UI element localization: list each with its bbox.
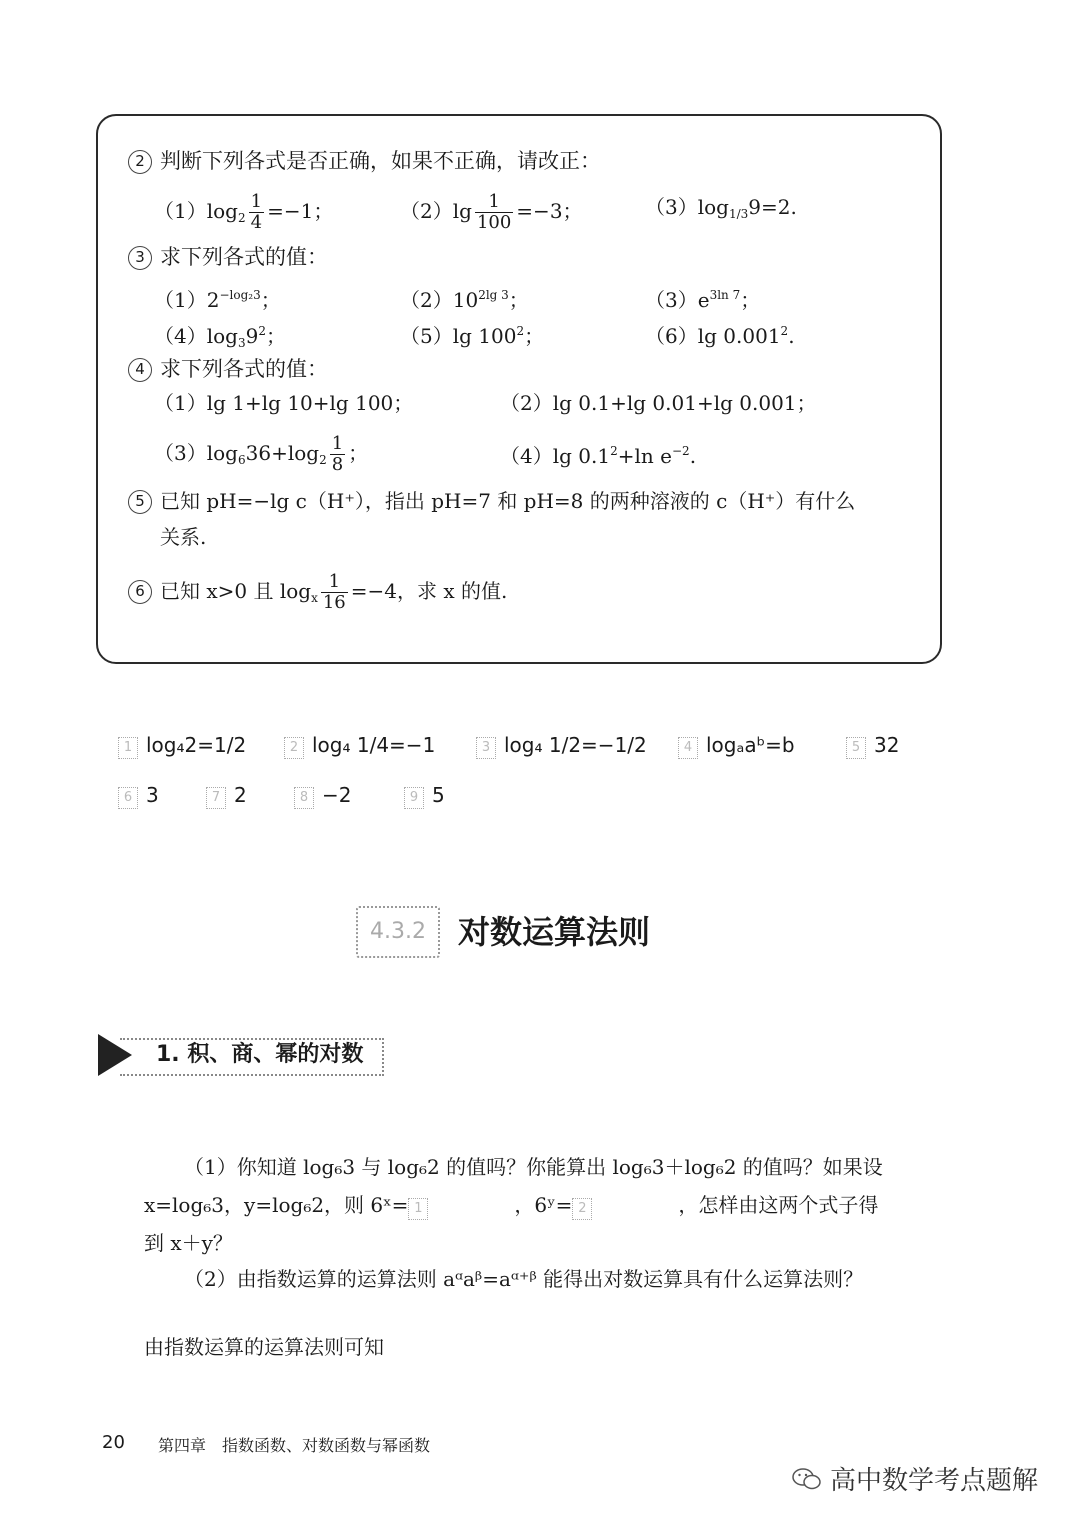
blank-1: 1 (408, 1198, 428, 1220)
q3-item-6: （6）lg 0.001$^2$. (645, 324, 795, 348)
answer-5: 5 32 (846, 730, 899, 760)
paragraph-1-line-2: x=log₆3，y=log₆2，则 6ˣ= 1 ，6ʸ= 2 ，怎样由这两个式子得 (144, 1190, 878, 1220)
question-prompt: 求下列各式的值： (160, 245, 328, 269)
answer-1: 1 log₄2=1/2 (118, 730, 246, 760)
paragraph-1-line-1: （1）你知道 log₆3 与 log₆2 的值吗？你能算出 log₆3＋log₆2 的值吗？如果设 (184, 1155, 883, 1179)
question-number: 5 (128, 490, 152, 514)
answer-7: 7 2 (206, 780, 247, 810)
page-number: 20 (102, 1432, 125, 1453)
question-number: 6 (128, 580, 152, 604)
q3-item-5: （5）lg $100^2$； (400, 324, 545, 348)
paragraph-3: 由指数运算的运算法则可知 (144, 1335, 384, 1359)
q3-item-2: $(2)10^{2lg 3}$； (400, 288, 529, 312)
answer-3: 3 log₄ 1/2=−1/2 (476, 730, 647, 760)
subsection-banner (98, 1034, 384, 1076)
question-text: 已知 pH=−lg c（H⁺），指出 pH=7 和 pH=8 的两种溶液的 c（H⁺）有什么 (160, 489, 856, 513)
q4-item-3: $(3)\log_636+\log_2$ $\frac{1}{8}$ ； (154, 433, 369, 475)
q4-item-1: （1）lg 1+lg 10+lg 100； (154, 391, 414, 415)
q2-item-1: $(1)\log_2$ $\frac{1}{4}$ =−1； (154, 191, 334, 233)
q4-item-4: （4）lg $0.1^2+\ln$ $e^{-2}$. (500, 444, 697, 468)
q2-item-3: $(3)\log_{1/3}9=2$. (645, 195, 797, 221)
q3-item-3: $(3)e^{3ln 7}$； (645, 288, 761, 312)
question-4 (128, 354, 328, 384)
watermark (792, 1460, 1038, 1497)
question-6: 6 已知 x>0 且 $\log_x$ $\frac{1}{16}$ =−4，求 x 的值. (128, 572, 507, 613)
paragraph-1-line-3: 到 x＋y？ (144, 1231, 233, 1255)
watermark-text: 高中数学考点题解 (830, 1466, 1039, 1496)
chapter-title: 第四章 指数函数、对数函数与幂函数 (158, 1436, 431, 1455)
wechat-icon (792, 1467, 822, 1491)
question-number: 4 (128, 358, 152, 382)
q3-item-1: $(1)2^{-log_23}$； (154, 288, 281, 312)
section-title: 对数运算法则 (458, 913, 651, 951)
answer-9: 9 5 (404, 780, 445, 810)
arrow-icon (98, 1034, 132, 1076)
answer-8: 8 −2 (294, 780, 351, 810)
section-number: 4.3.2 (356, 906, 440, 958)
answer-4: 4 logₐaᵇ=b (678, 730, 795, 760)
q3-item-4: $(4)\log_39^2$； (154, 324, 286, 350)
question-prompt: 判断下列各式是否正确，如果不正确，请改正： (160, 149, 601, 173)
question-number: 2 (128, 150, 152, 174)
question-3 (128, 242, 328, 272)
question-prompt: 求下列各式的值： (160, 357, 328, 381)
q4-item-2: （2）lg 0.1+lg 0.01+lg 0.001； (500, 391, 817, 415)
q2-item-2: （2）lg $\frac{1}{100}$ =−3； (400, 191, 583, 233)
answer-2: 2 log₄ 1/4=−1 (284, 730, 435, 760)
paragraph-2: （2）由指数运算的运算法则 aᵅaᵝ=aᵅ⁺ᵝ 能得出对数运算具有什么运算法则？ (184, 1267, 864, 1291)
answer-6: 6 3 (118, 780, 159, 810)
blank-2: 2 (572, 1198, 592, 1220)
question-5-continued: 关系. (160, 525, 207, 549)
question-2 (128, 146, 601, 176)
question-5 (128, 486, 855, 516)
question-number: 3 (128, 246, 152, 270)
subsection-title: 1. 积、商、幂的对数 (156, 1042, 364, 1067)
